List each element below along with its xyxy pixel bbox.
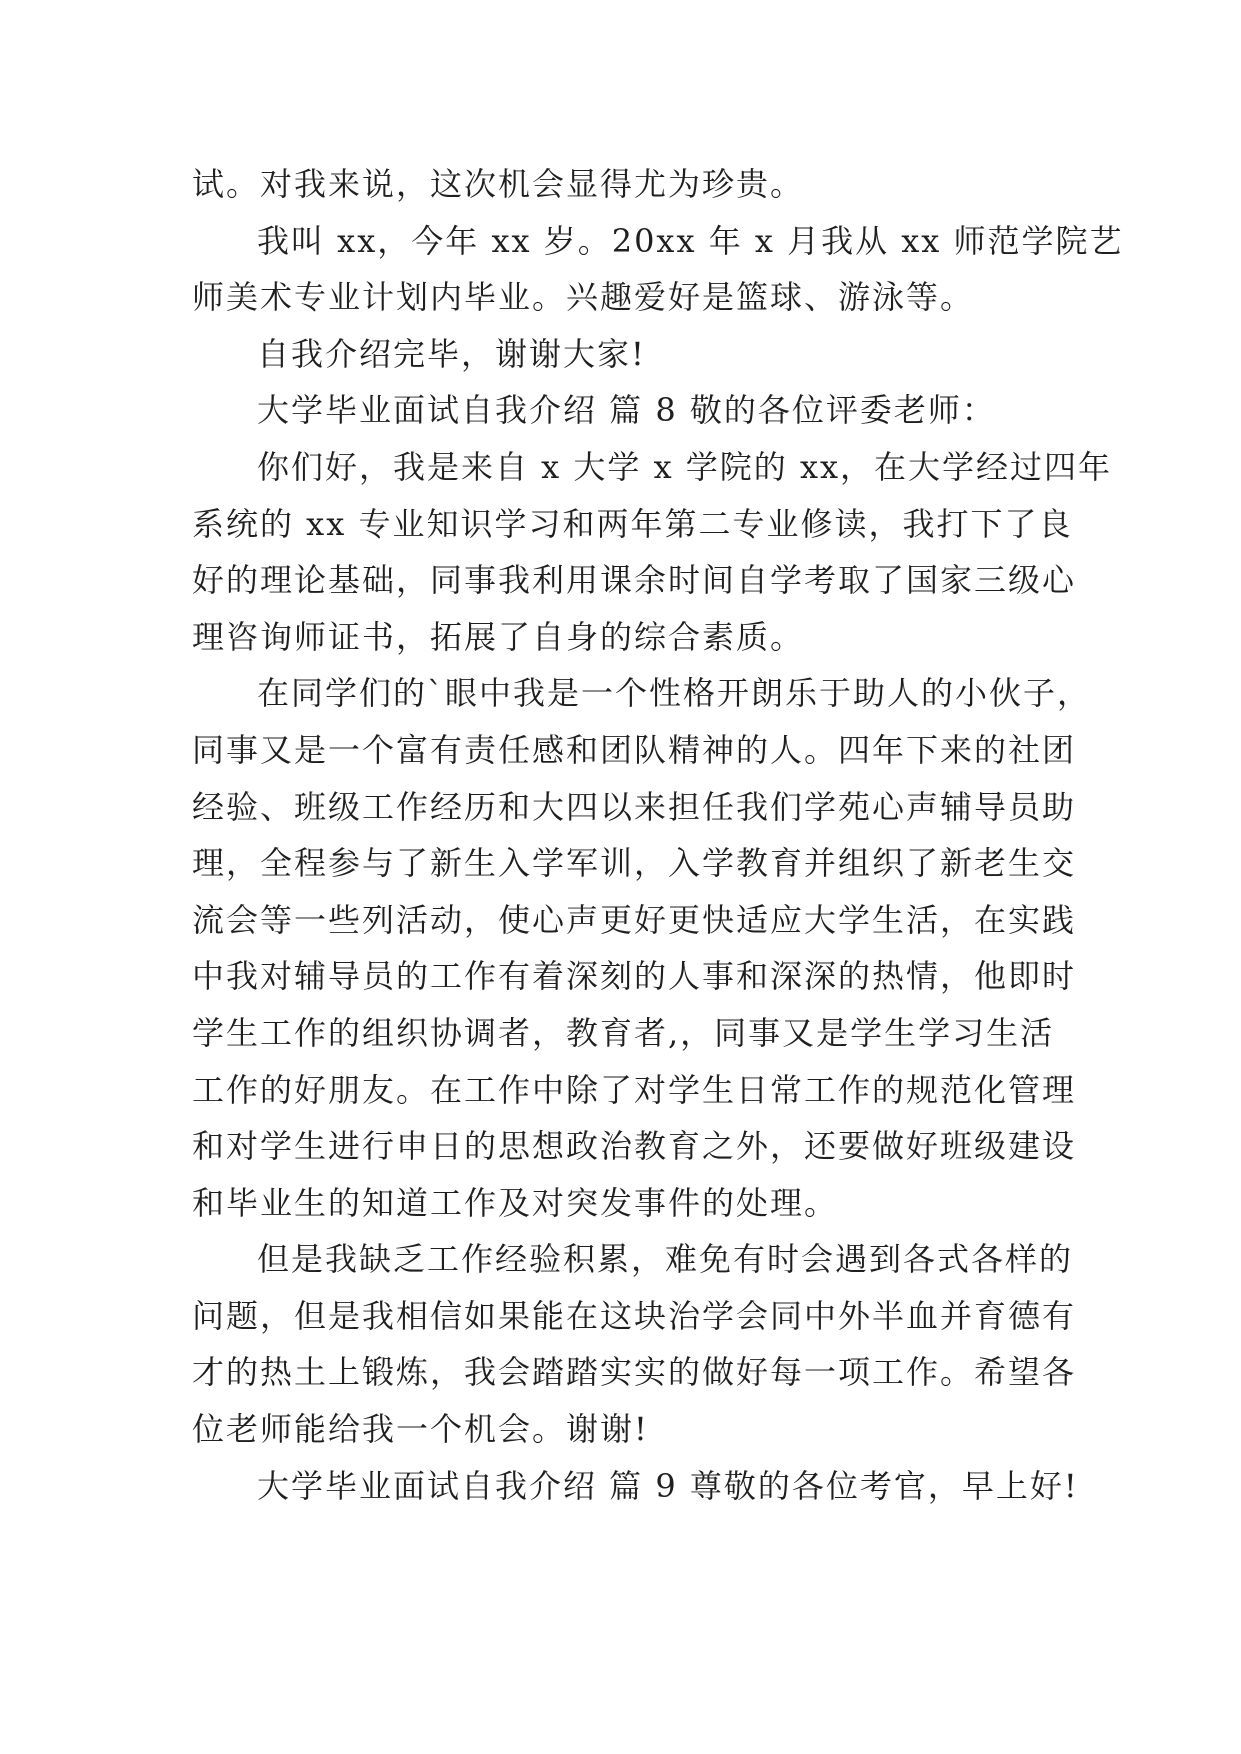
text-line-23: 位老师能给我一个机会。谢谢! — [192, 1410, 649, 1449]
section-heading-8: 大学毕业面试自我介绍 篇 8 敬的各位评委老师： — [257, 391, 996, 430]
text-line-1: 试。对我来说，这次机会显得尤为珍贵。 — [192, 165, 805, 203]
section-heading-9: 大学毕业面试自我介绍 篇 9 尊敬的各位考官，早上好! — [257, 1466, 1079, 1505]
text-line-12: 经验、班级工作经历和大四以来担任我们学苑心声辅导员助 — [192, 787, 1077, 826]
text-line-22: 才的热土上锻炼，我会踏踏实实的做好每一项工作。希望各 — [192, 1353, 1077, 1392]
text-line-6: 你们好，我是来自 x 大学 x 学院的 xx，在大学经过四年 — [257, 447, 1113, 486]
text-line-19: 和毕业生的知道工作及对突发事件的处理。 — [192, 1183, 839, 1222]
text-line-20: 但是我缺乏工作经验积累，难免有时会遇到各式各样的 — [257, 1240, 1074, 1279]
text-line-11: 同事又是一个富有责任感和团队精神的人。四年下来的社团 — [192, 730, 1077, 769]
text-line-18: 和对学生进行申日的思想政治教育之外，还要做好班级建设 — [192, 1127, 1077, 1166]
text-line-7: 系统的 xx 专业知识学习和两年第二专业修读，我打下了良 — [192, 504, 1073, 543]
text-line-10: 在同学们的`眼中我是一个性格开朗乐于助人的小伙子， — [257, 674, 1092, 713]
text-line-13: 理，全程参与了新生入学军训，入学教育并组织了新老生交 — [192, 844, 1077, 883]
text-line-8: 好的理论基础，同事我利用课余时间自学考取了国家三级心 — [192, 561, 1077, 600]
text-line-2: 我叫 xx，今年 xx 岁。20xx 年 x 月我从 xx 师范学院艺 — [257, 221, 1124, 260]
text-line-9: 理咨询师证书，拓展了自身的综合素质。 — [192, 617, 805, 656]
text-line-17: 工作的好朋友。在工作中除了对学生日常工作的规范化管理 — [192, 1070, 1077, 1109]
text-line-15: 中我对辅导员的工作有着深刻的人事和深深的热情，他即时 — [192, 957, 1077, 996]
text-line-3: 师美术专业计划内毕业。兴趣爱好是篮球、游泳等。 — [192, 278, 975, 317]
text-line-4: 自我介绍完毕，谢谢大家! — [257, 334, 646, 373]
text-line-16: 学生工作的组织协调者，教育者,，同事又是学生学习生活 — [192, 1013, 1055, 1052]
text-line-14: 流会等一些列活动，使心声更好更快适应大学生活，在实践 — [192, 900, 1077, 939]
document-body — [192, 156, 1124, 1514]
text-line-21: 问题，但是我相信如果能在这块治学会同中外半血并育德有 — [192, 1296, 1077, 1335]
